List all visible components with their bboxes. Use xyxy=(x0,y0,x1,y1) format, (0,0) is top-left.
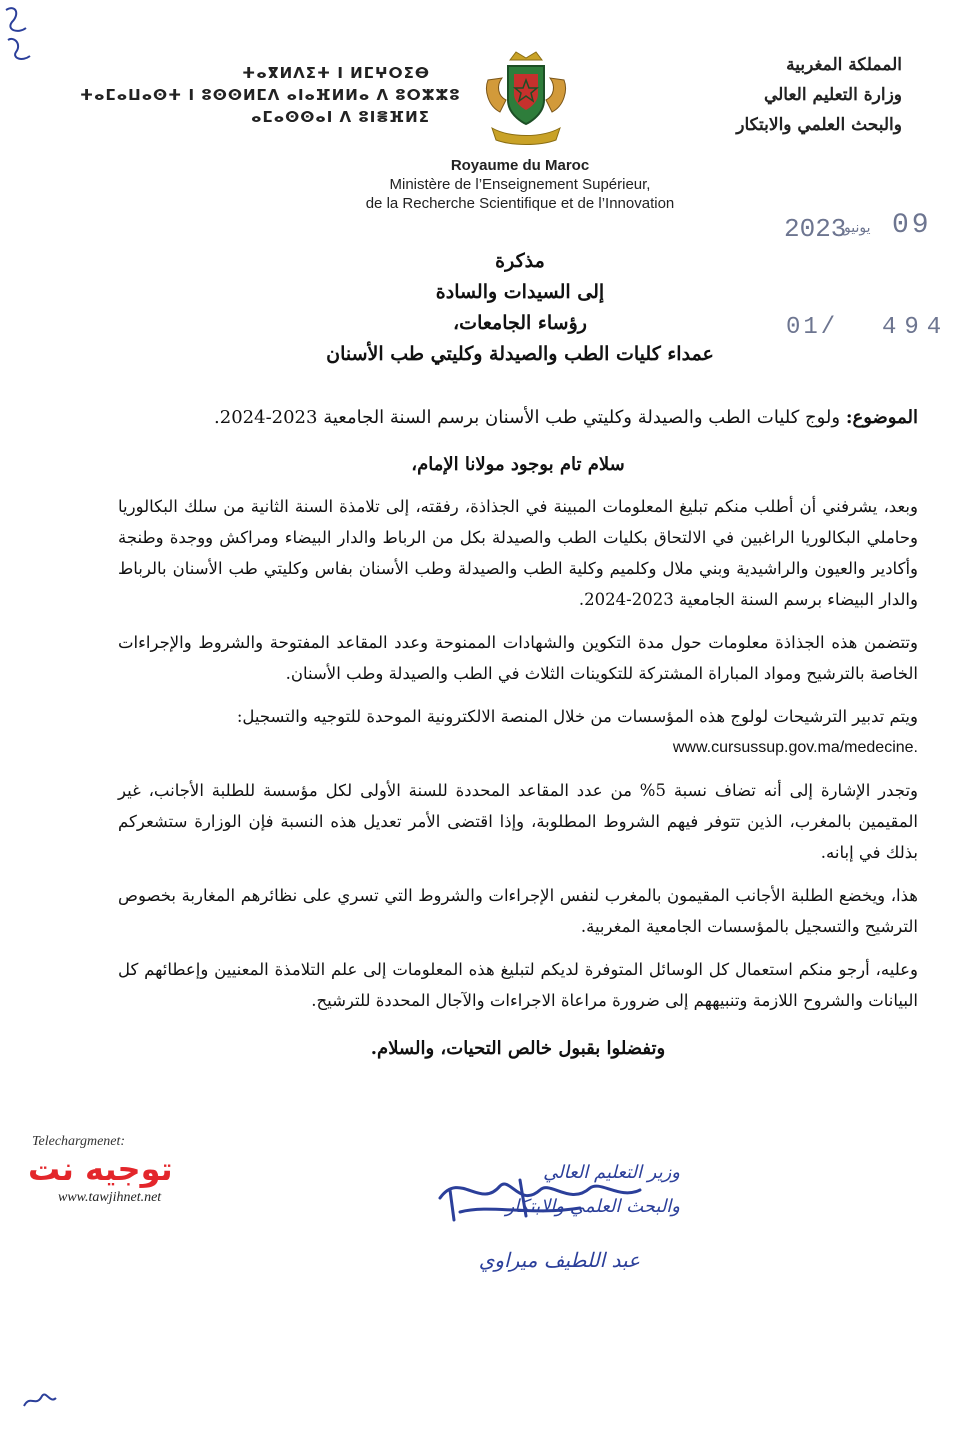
french-ministry-line-2: de la Recherche Scientifique et de l’Innovation xyxy=(365,195,675,212)
reference-number xyxy=(782,314,950,344)
tawjihnet-watermark xyxy=(22,1134,202,1214)
date-year: 2023 xyxy=(784,214,847,244)
date-month: يونيو xyxy=(844,220,871,236)
memo-heading xyxy=(290,246,750,370)
subject-label: الموضوع: xyxy=(845,407,918,428)
reference-value: 494 xyxy=(882,314,950,341)
paragraph-1: وبعد، يشرفني أن أطلب منكم تبليغ المعلومات المبينة في الجذاذة، رفقته، إلى تلامذة السنة الثانية من سلك البكالوريا وحاملي البكالوريا الراغبين في الالتحاق بكليات الطب والصيدلة بكل من الرباط والدار البيضاء ومراكش ووجدة وطنجة وأكادير والعيون والراشيدية وبني ملال وكلميم وكلية الطب والصيدلة وطب الأسنان بفاس وكليتي طب الأسنان بالرباط والدار البيضاء برسم السنة الجامعية 2023-2024. xyxy=(118,497,918,609)
letter-body xyxy=(118,404,918,1059)
subject-line xyxy=(118,404,918,432)
arabic-ministry-line-2: والبحث العلمي والابتكار xyxy=(736,115,902,135)
paragraph-2: وتتضمن هذه الجذاذة معلومات حول مدة التكوين والشهادات الممنوحة وعدد المقاعد المفتوحة والشروط والإجراءات الخاصة بالترشيح ومواد المباراة المشتركة للتكوينات الثلاث في الطب والصيدلة وطب الأسنان. xyxy=(118,633,918,683)
tifinagh-line-1: ⵜⴰⴳⵍⴷⵉⵜ ⵏ ⵍⵎⵖⵔⵉⴱ xyxy=(242,64,430,82)
memo-title: مذكرة xyxy=(495,250,545,272)
tifinagh-header xyxy=(80,62,461,128)
royal-coat-of-arms-icon xyxy=(480,50,572,150)
platform-link[interactable]: www.cursussup.gov.ma/medecine. xyxy=(672,739,918,756)
date-stamp xyxy=(780,208,940,248)
tifinagh-line-2: ⵜⴰⵎⴰⵡⴰⵙⵜ ⵏ ⵓⵙⵙⵍⵎⴷ ⴰⵏⴰⴼⵍⵍⴰ ⴷ ⵓⵔⵣⵣⵓ xyxy=(80,86,461,104)
watermark-label: Telechargmenet: xyxy=(32,1134,126,1149)
reference-prefix: 01/ xyxy=(786,314,839,341)
watermark-brand: توجيه نت xyxy=(28,1150,173,1188)
arabic-ministry-line-1: وزارة التعليم العالي xyxy=(763,85,902,105)
paragraph-3: ويتم تدبير الترشيحات لولوج هذه المؤسسات من خلال المنصة الالكترونية الموحدة للتوجيه والتسجيل: xyxy=(236,707,918,726)
closing-line: وتفضلوا بقبول خالص التحيات، والسلام. xyxy=(370,1038,666,1059)
memo-recipient-3: عمداء كليات الطب والصيدلة وكليتي طب الأسنان xyxy=(326,343,714,365)
handwritten-initials-mark xyxy=(20,1384,60,1414)
signature-title-2: والبحث العلمي والابتكار xyxy=(505,1196,680,1217)
french-kingdom: Royaume du Maroc xyxy=(450,157,590,174)
watermark-url[interactable]: www.tawjihnet.net xyxy=(58,1190,162,1205)
paragraph-4: وتجدر الإشارة إلى أنه تضاف نسبة 5% من عدد المقاعد المحددة للسنة الأولى لكل مؤسسة للطلبة الأجانب، غير المقيمين بالمغرب، الذين تتوفر فيهم الشروط المطلوبة، وإذا اقتضى الأمر تعديل هذه النسبة فإن الوزارة ستشعركم بذلك في إبانه. xyxy=(118,781,919,862)
french-ministry-line-1: Ministère de l’Enseignement Supérieur, xyxy=(389,176,651,193)
signature-title-1: وزير التعليم العالي xyxy=(543,1162,680,1183)
signature-name: عبد اللطيف ميراوي xyxy=(478,1248,640,1272)
paragraph-5: هذا، ويخضع الطلبة الأجانب المقيمون بالمغرب لنفس الإجراءات والشروط التي تسري على نظائرهم المغاربة بخصوص الترشيح والتسجيل بالمؤسسات الجامعية المغربية. xyxy=(118,886,918,936)
date-day: 09 xyxy=(892,210,932,241)
arabic-header xyxy=(642,50,902,140)
greeting: سلام تام بوجود مولانا الإمام، xyxy=(411,454,625,475)
french-header xyxy=(300,156,740,213)
tifinagh-line-3: ⴰⵎⴰⵙⵙⴰⵏ ⴷ ⵓⵏⴻⴼⵍⵉ xyxy=(251,108,430,126)
handwritten-corner-mark xyxy=(0,0,40,70)
arabic-kingdom: المملكة المغربية xyxy=(786,55,902,75)
memo-recipient-1: إلى السيدات والسادة xyxy=(435,281,605,303)
paragraph-6: وعليه، أرجو منكم استعمال كل الوسائل المتوفرة لديكم لتبليغ هذه المعلومات إلى علم التلامذة المعنيين وإعطائهم كل البيانات والشروح اللازمة وتنبيههم إلى ضرورة مراعاة الاجراءات والآجال المحددة للترشيح. xyxy=(118,960,918,1010)
minister-signature xyxy=(380,1150,700,1290)
memo-recipient-2: رؤساء الجامعات، xyxy=(453,312,587,334)
subject-text: ولوج كليات الطب والصيدلة وكليتي طب الأسنان برسم السنة الجامعية 2023-2024. xyxy=(214,407,846,428)
